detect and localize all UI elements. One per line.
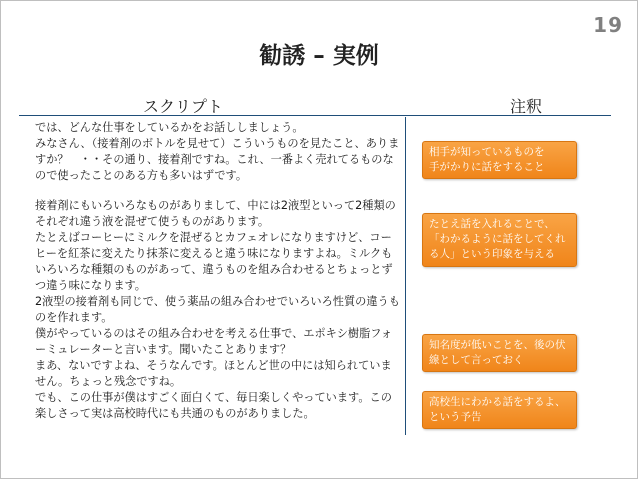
slide-number: 19 [593, 13, 623, 37]
note-callout-2: たとえ話を入れることで、 「わかるように話をしてくれる人」という印象を与える [422, 213, 577, 267]
script-paragraph-1: では、どんな仕事をしているかをお話ししましょう。 みなさん、（接着剤のボトルを見せて）こういうものを見たこと、ありますか？ ・・その通り、接着剤ですね。これ、一番よく売れてるものなので使ったことのある方も多いはずです。 [35, 121, 400, 182]
script-paragraph-2: 接着剤にもいろいろなものがありまして、中には2液型といって2種類のそれぞれ違う液を混ぜて使うものがあります。 たとえばコーヒーにミルクを混ぜるとカフェオレになりますけど、コーヒーを紅茶に変えたり抹茶に変えると違う味になりますよね。ミルクもいろいろな種類のものがあって、違うものを組み合わせるとちょっとずつ違う味になります。 2液型の接着剤も同じで、使う薬品の組み合わせでいろいろ性質の違うものを作れます。 僕がやっているのはその組み合わせを考える仕事で、エポキシ樹脂フォーミュレーターと言います。聞いたことあります？ まあ、ないですよね、そうなんです。ほとんど世の中には知られていません。ちょっと残念ですね。 [35, 199, 400, 388]
column-divider-line [405, 117, 406, 435]
header-divider-line [19, 115, 611, 116]
script-paragraph-3: でも、この仕事が僕はすごく面白くて、毎日楽しくやっています。この楽しさって実は高校時代にも共通のものがありました。 [35, 391, 392, 420]
script-column-header: スクリプト [143, 97, 224, 116]
notes-column-header: 注釈 [510, 97, 543, 116]
note-callout-1: 相手が知っているものを 手がかりに話をすること [422, 141, 577, 179]
note-callout-4: 高校生にわかる話をするよ、という予告 [422, 391, 577, 429]
slide-title: 勧誘 – 実例 [259, 43, 379, 69]
note-callout-3: 知名度が低いことを、後の伏線として言っておく [422, 334, 577, 372]
